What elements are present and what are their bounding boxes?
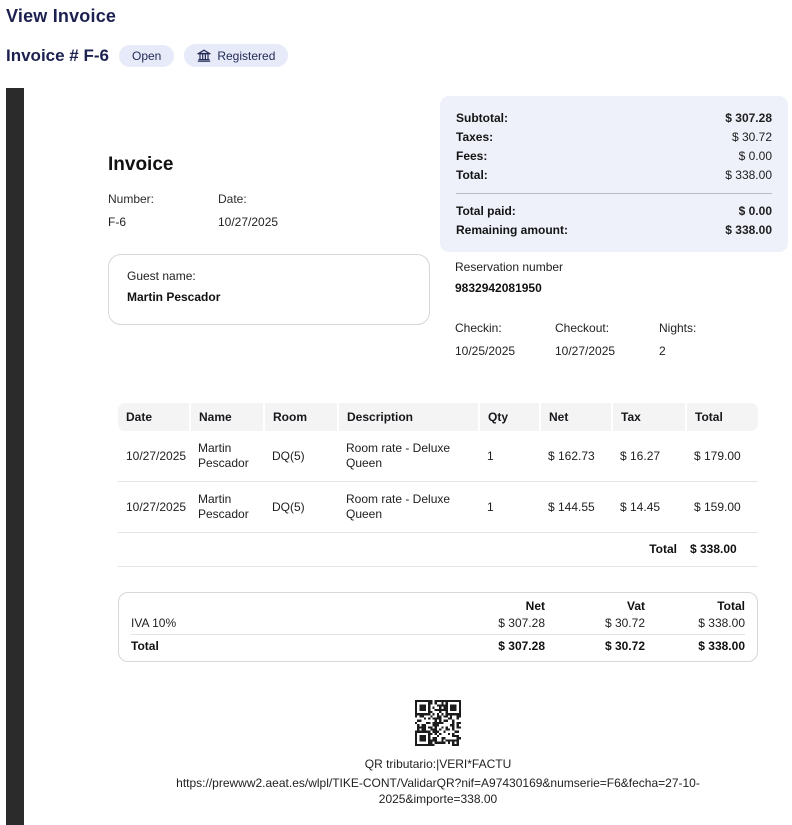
vat-vat-header: Vat — [626, 599, 645, 613]
iva-rate-label: IVA 10% — [131, 616, 177, 630]
remaining-amount-label: Remaining amount: — [456, 223, 569, 237]
items-total-label: Total — [612, 533, 686, 567]
checkin-value: 10/25/2025 — [455, 344, 516, 358]
stay-dates-row — [455, 321, 755, 358]
remaining-amount-value: $ 338.00 — [725, 223, 772, 237]
col-net: Net — [540, 403, 612, 431]
checkout-value: 10/27/2025 — [555, 344, 616, 358]
vat-net-header: Net — [525, 599, 545, 613]
fees-label: Fees: — [456, 149, 488, 163]
items-total-value: $ 338.00 — [686, 533, 758, 567]
iva-total-value: $ 338.00 — [698, 616, 745, 630]
reservation-section — [455, 260, 755, 358]
table-row — [118, 431, 758, 482]
line-items-table — [118, 403, 758, 567]
checkin-column — [455, 321, 555, 358]
vat-total-vat-value: $ 30.72 — [604, 639, 645, 653]
cell-net: $ 162.73 — [540, 431, 612, 482]
iva-net-value: $ 307.28 — [498, 616, 545, 630]
qr-validation-url: https://prewww2.aeat.es/wlpl/TIKE-CONT/ValidarQR?nif=A97430169&numserie=F6&fecha=27-10-2025&importe=338.00 — [176, 776, 700, 806]
subtotal-value: $ 307.28 — [725, 111, 772, 125]
vat-total-label: Total — [131, 639, 159, 653]
checkout-label: Checkout: — [555, 321, 610, 335]
cell-name: Martin Pescador — [190, 482, 264, 533]
col-qty: Qty — [479, 403, 540, 431]
document-title: Invoice — [108, 154, 174, 175]
qr-footer — [118, 700, 758, 807]
vat-header-row — [131, 598, 745, 615]
cell-room: DQ(5) — [264, 482, 338, 533]
col-date: Date — [118, 403, 190, 431]
totals-summary-box — [440, 96, 788, 252]
cell-total: $ 159.00 — [686, 482, 758, 533]
invoice-header-row — [6, 44, 288, 67]
invoice-date-value: 10/27/2025 — [218, 215, 279, 229]
cell-room: DQ(5) — [264, 431, 338, 482]
fees-value: $ 0.00 — [738, 149, 772, 163]
col-name: Name — [190, 403, 264, 431]
nights-label: Nights: — [659, 321, 697, 335]
total-label: Total: — [456, 168, 488, 182]
summary-divider — [456, 193, 772, 194]
vat-total-net-value: $ 307.28 — [498, 639, 545, 653]
cell-date: 10/27/2025 — [118, 431, 190, 482]
col-total: Total — [686, 403, 758, 431]
total-value: $ 338.00 — [725, 168, 772, 182]
vat-iva-row — [131, 615, 745, 635]
registered-badge-label: Registered — [217, 48, 276, 63]
cell-qty: 1 — [479, 431, 540, 482]
number-label: Number: — [108, 192, 155, 206]
items-total-row — [118, 533, 758, 567]
open-badge-label: Open — [131, 48, 162, 63]
document-left-edge-bar — [6, 88, 24, 825]
reservation-number-label: Reservation number — [455, 260, 564, 274]
vat-total-header: Total — [717, 599, 745, 613]
qr-caption: QR tributario:|VERI*FACTU — [364, 757, 512, 771]
cell-description: Room rate - Deluxe Queen — [338, 431, 479, 482]
bank-icon — [197, 49, 211, 62]
summary-row-paid — [456, 202, 772, 221]
cell-tax: $ 16.27 — [612, 431, 686, 482]
checkout-column — [555, 321, 659, 358]
invoice-number-title: Invoice # F-6 — [6, 45, 109, 65]
col-room: Room — [264, 403, 338, 431]
page-title: View Invoice — [6, 6, 117, 26]
cell-name: Martin Pescador — [190, 431, 264, 482]
summary-row-fees — [456, 147, 772, 166]
cell-date: 10/27/2025 — [118, 482, 190, 533]
guest-box — [108, 254, 430, 325]
vat-summary-box — [118, 592, 758, 662]
col-tax: Tax — [612, 403, 686, 431]
total-paid-label: Total paid: — [456, 204, 516, 218]
guest-name-value: Martin Pescador — [127, 290, 221, 304]
checkin-label: Checkin: — [455, 321, 502, 335]
cell-qty: 1 — [479, 482, 540, 533]
cell-tax: $ 14.45 — [612, 482, 686, 533]
total-paid-value: $ 0.00 — [738, 204, 772, 218]
summary-row-subtotal — [456, 109, 772, 128]
nights-value: 2 — [659, 344, 666, 358]
subtotal-label: Subtotal: — [456, 111, 508, 125]
summary-row-taxes — [456, 128, 772, 147]
summary-row-total — [456, 166, 772, 185]
iva-vat-value: $ 30.72 — [604, 616, 645, 630]
cell-description: Room rate - Deluxe Queen — [338, 482, 479, 533]
cell-net: $ 144.55 — [540, 482, 612, 533]
taxes-value: $ 30.72 — [731, 130, 772, 144]
status-badge-registered — [184, 44, 288, 67]
table-row — [118, 482, 758, 533]
summary-row-remaining — [456, 221, 772, 240]
invoice-number-value: F-6 — [108, 215, 126, 229]
taxes-label: Taxes: — [456, 130, 494, 144]
vat-total-row — [131, 635, 745, 655]
vat-total-total-value: $ 338.00 — [698, 639, 745, 653]
items-header-row — [118, 403, 758, 431]
invoice-document — [24, 88, 792, 825]
status-badge-open — [119, 45, 174, 67]
guest-name-label: Guest name: — [127, 269, 196, 283]
cell-total: $ 179.00 — [686, 431, 758, 482]
qr-code — [415, 700, 461, 746]
nights-column — [659, 321, 755, 358]
col-description: Description — [338, 403, 479, 431]
reservation-number-value: 9832942081950 — [455, 281, 542, 295]
date-label: Date: — [218, 192, 247, 206]
